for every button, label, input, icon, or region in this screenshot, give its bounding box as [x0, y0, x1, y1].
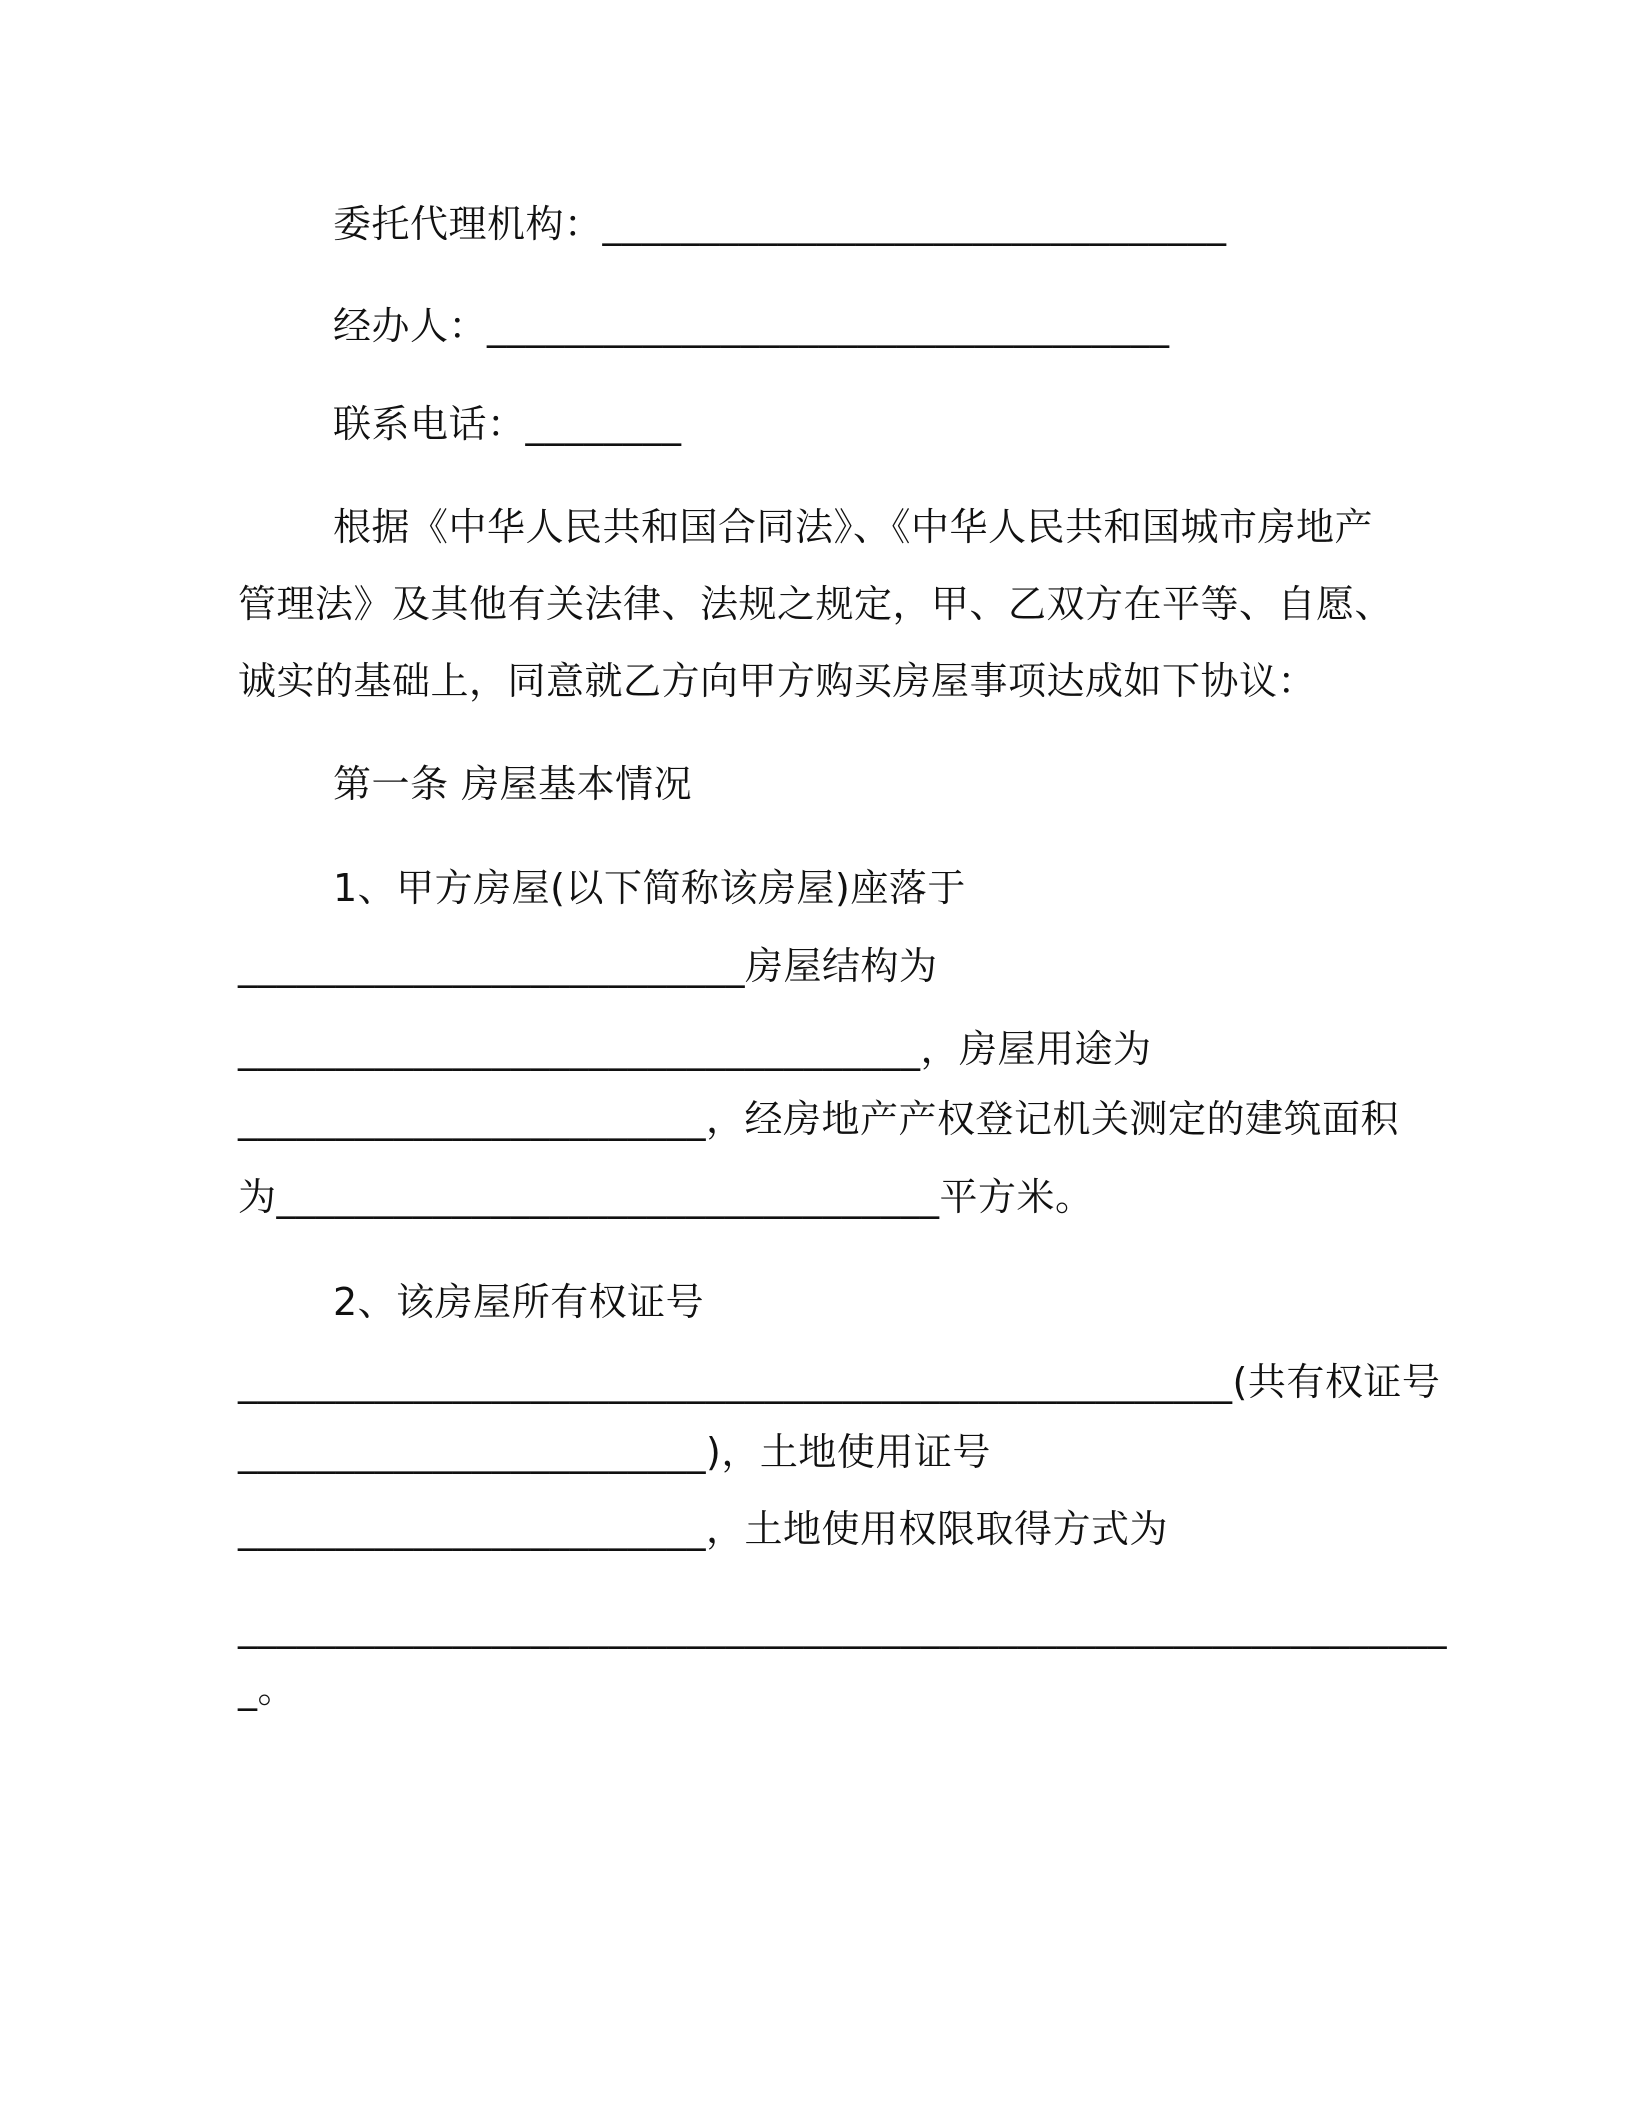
item1-line-1: 1、甲方房屋(以下简称该房屋)座落于	[333, 866, 966, 910]
item1-line-3: ___________________________________，房屋用途为	[238, 1027, 1152, 1071]
agency-label: 委托代理机构：	[333, 202, 603, 246]
intro-line-2: 管理法》及其他有关法律、法规之规定，甲、乙双方在平等、自愿、	[238, 582, 1394, 626]
handler-blank: ___________________________________	[487, 304, 1170, 348]
handler-label: 经办人：	[333, 304, 488, 348]
intro-line-1: 根据《中华人民共和国合同法》、《中华人民共和国城市房地产	[333, 505, 1374, 549]
agency-field	[333, 200, 1227, 248]
phone-blank: ________	[525, 402, 682, 446]
phone-field	[333, 400, 682, 448]
article1-heading: 第一条 房屋基本情况	[333, 762, 693, 806]
item2-line-6: _。	[238, 1667, 297, 1711]
agency-blank: ________________________________	[602, 202, 1227, 246]
item2-line-3: ________________________)，土地使用证号	[238, 1430, 991, 1474]
item1-line-5: 为__________________________________平方米。	[238, 1175, 1094, 1219]
item1-line-4: ________________________，经房地产产权登记机关测定的建筑面积	[238, 1097, 1400, 1141]
item2-line-5: ______________________________________________________________	[238, 1605, 1447, 1649]
intro-line-3: 诚实的基础上，同意就乙方向甲方购买房屋事项达成如下协议：	[238, 659, 1317, 703]
phone-label: 联系电话：	[333, 402, 526, 446]
item2-line-4: ________________________，土地使用权限取得方式为	[238, 1507, 1169, 1551]
handler-field	[333, 302, 1170, 350]
item2-line-2: ___________________________________________________(共有权证号	[238, 1360, 1441, 1404]
item2-line-1: 2、该房屋所有权证号	[333, 1280, 705, 1324]
item1-line-2: __________________________房屋结构为	[238, 944, 938, 988]
